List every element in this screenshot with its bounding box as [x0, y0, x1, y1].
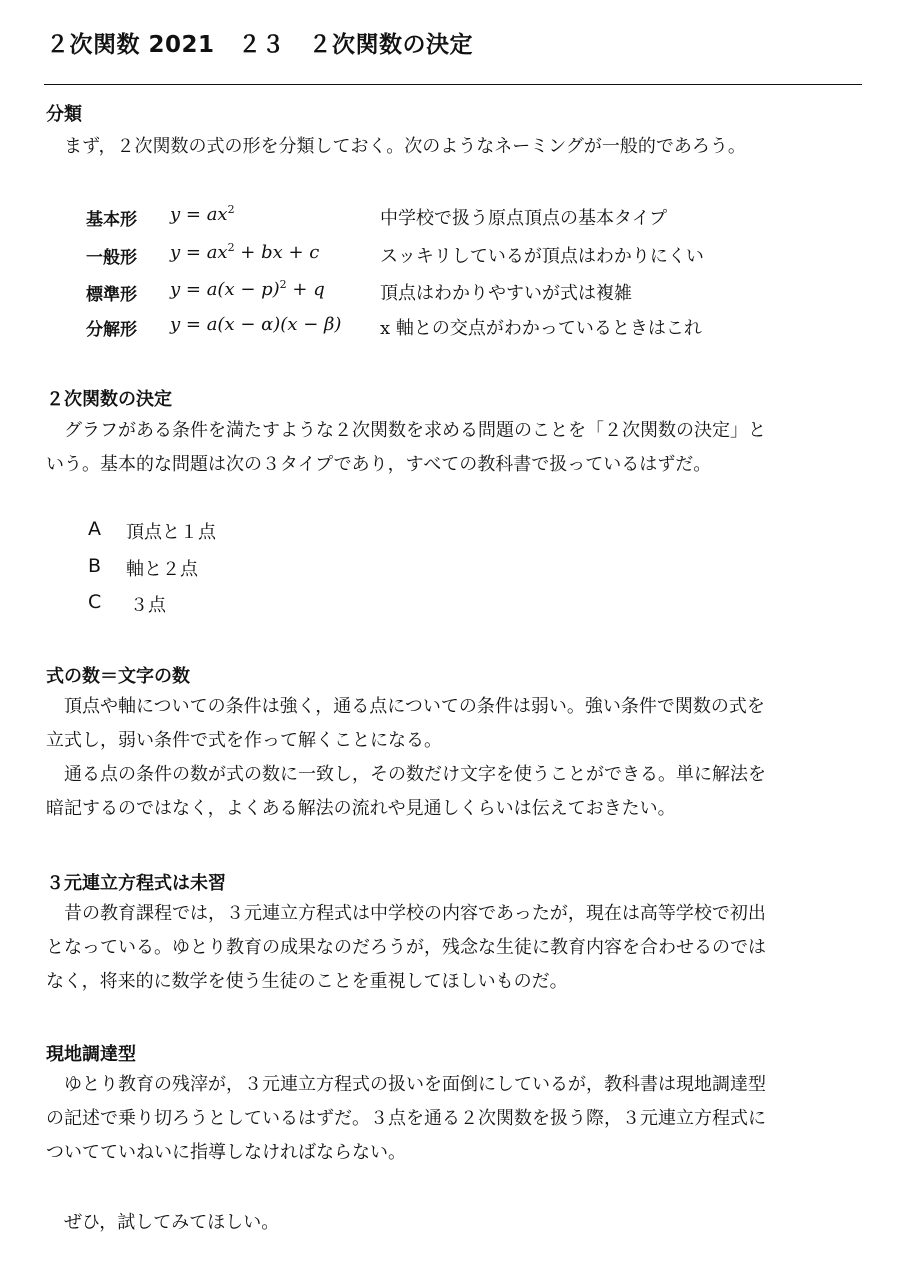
form-description: 頂点はわかりやすいが式は複雑 [380, 283, 632, 304]
form-formula: $y = ax^2$ + bx + c [170, 241, 320, 263]
form-formula: $y = a(x - p)^2 + q$ [170, 278, 325, 300]
text-line: グラフがある条件を満たすような２次関数を求める問題のことを「２次関数の決定」と [64, 420, 766, 441]
form-label: 一般形 [86, 248, 137, 268]
section-heading-simultaneous: ３元連立方程式は未習 [46, 873, 226, 894]
text-line: 立式し，弱い条件で式を作って解くことになる。 [46, 730, 442, 751]
text-line: 通る点の条件の数が式の数に一致し，その数だけ文字を使うことができる。単に解法を [64, 764, 766, 785]
determination-paragraph [46, 414, 866, 482]
section-heading-determination: ２次関数の決定 [46, 389, 172, 410]
form-label: 基本形 [86, 210, 137, 230]
page-title: ２次関数 2021 ２３ ２次関数の決定 [46, 32, 474, 58]
classification-intro: まず，２次関数の式の形を分類しておく。次のようなネーミングが一般的であろう。 [64, 136, 746, 157]
type-text: 軸と２点 [126, 559, 198, 580]
text-line: なく，将来的に数学を使う生徒のことを重視してほしいものだ。 [46, 971, 568, 992]
count-paragraph [46, 690, 866, 826]
form-formula: $y = ax^2$ [170, 203, 235, 225]
type-letter: C [88, 591, 102, 613]
section-heading-count: 式の数＝文字の数 [46, 666, 190, 687]
type-letter: B [88, 555, 102, 577]
type-text: ３点 [130, 595, 166, 616]
form-formula: y = a(x − α)(x − β) [170, 314, 342, 335]
text-line: となっている。ゆとり教育の成果なのだろうが，残念な生徒に教育内容を合わせるのでは [46, 937, 766, 958]
text-line: 頂点や軸についての条件は強く，通る点についての条件は弱い。強い条件で関数の式を [64, 696, 765, 717]
form-description: x 軸との交点がわかっているときはこれ [380, 318, 702, 339]
section-heading-classification: 分類 [46, 104, 82, 125]
text-line: ゆとり教育の残滓が，３元連立方程式の扱いを面倒にしているが，教科書は現地調達型 [64, 1074, 766, 1095]
form-description: スッキリしているが頂点はわかりにくい [380, 246, 704, 267]
text-line: いう。基本的な問題は次の３タイプであり，すべての教科書で扱っているはずだ。 [46, 454, 712, 475]
text-line: の記述で乗り切ろうとしているはずだ。３点を通る２次関数を扱う際，３元連立方程式に [46, 1108, 766, 1129]
type-letter: A [88, 518, 101, 540]
text-line: 暗記するのではなく，よくある解法の流れや見通しくらいは伝えておきたい。 [46, 798, 676, 819]
text-line: ついてていねいに指導しなければならない。 [46, 1142, 406, 1163]
closing-line: ぜひ，試してみてほしい。 [64, 1212, 280, 1233]
form-label: 分解形 [86, 320, 137, 340]
title-rule [44, 84, 862, 85]
local-paragraph [46, 1068, 866, 1170]
type-text: 頂点と１点 [126, 522, 216, 543]
text-line: 昔の教育課程では，３元連立方程式は中学校の内容であったが，現在は高等学校で初出 [64, 903, 766, 924]
form-label: 標準形 [86, 285, 137, 305]
form-description: 中学校で扱う原点頂点の基本タイプ [380, 208, 668, 229]
simultaneous-paragraph [46, 897, 866, 999]
section-heading-local: 現地調達型 [46, 1044, 136, 1065]
